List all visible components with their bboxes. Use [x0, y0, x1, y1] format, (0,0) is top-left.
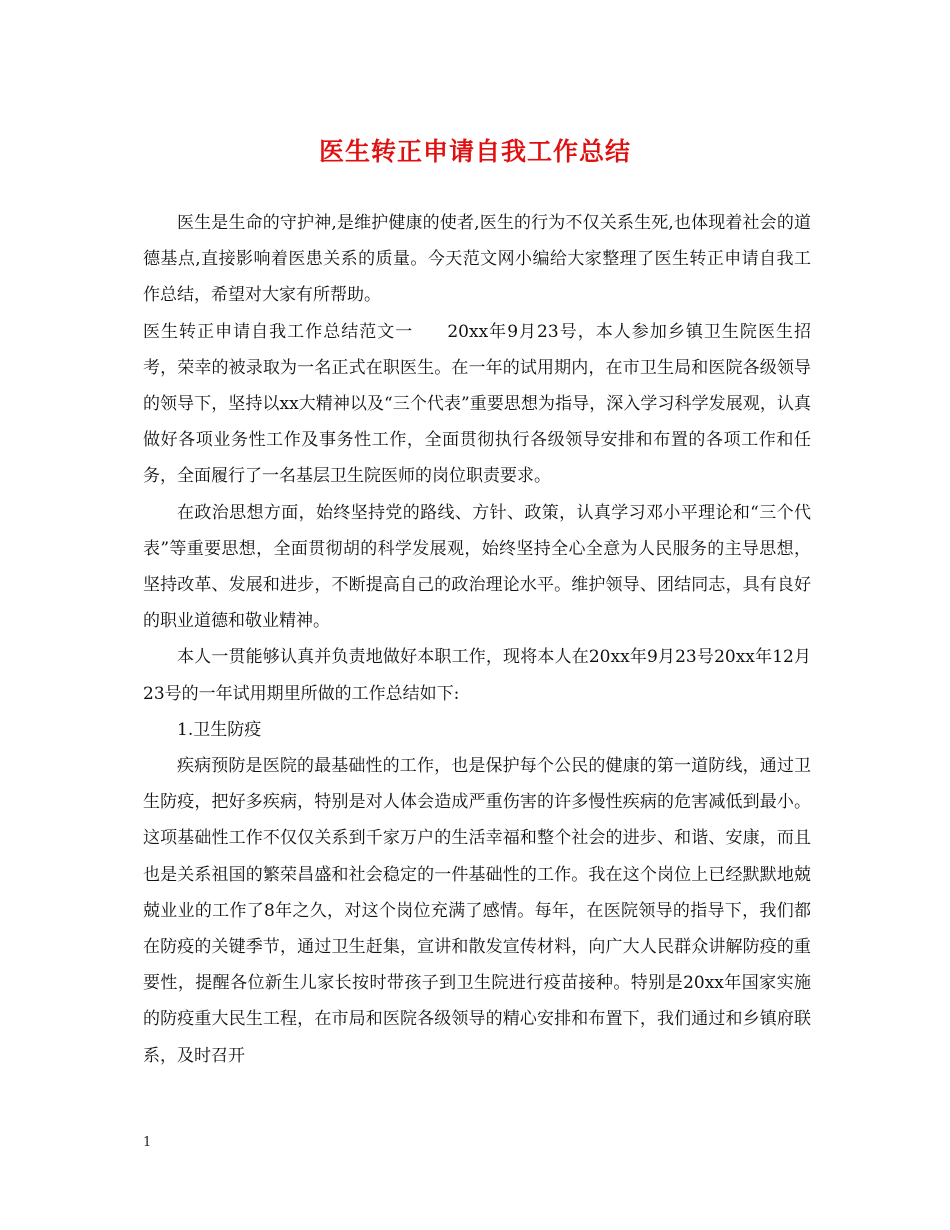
- page-number: 1: [143, 1135, 152, 1150]
- intro-paragraph: 医生是生命的守护神,是维护健康的使者,医生的行为不仅关系生死,也体现着社会的道德基点,直接影响着医患关系的质量。今天范文网小编给大家整理了医生转正申请自我工作总结，希望对大家有所帮助。: [143, 213, 811, 306]
- paragraph-2: 在政治思想方面，始终坚持党的路线、方针、政策，认真学习邓小平理论和“三个代表”等重要思想，全面贯彻胡的科学发展观，始终坚持全心全意为人民服务的主导思想，坚持改革、发展和进步，不断提高自己的政治理论水平。维护领导、团结同志，具有良好的职业道德和敬业精神。: [143, 502, 811, 632]
- item-1-heading: 1.卫生防疫: [177, 719, 262, 740]
- paragraph-1: 20xx年9月23号，本人参加乡镇卫生院医生招考，荣幸的被录取为一名正式在职医生。在一年的试用期内，在市卫生局和医院各级领导的领导下，坚持以xx大精神以及“三个代表”重要思想为指导，深入学习科学发展观，认真做好各项业务性工作及事务性工作，全面贯彻执行各级领导安排和布置的各项工作和任务，全面履行了一名基层卫生院医师的岗位职责要求。: [143, 321, 811, 487]
- document-title: 医生转正申请自我工作总结: [318, 137, 631, 166]
- paragraph-4: 疾病预防是医院的最基础性的工作，也是保护每个公民的健康的第一道防线，通过卫生防疫，把好多疾病，特别是对人体会造成严重伤害的许多慢性疾病的危害减低到最小。这项基础性工作不仅仅关系到千家万户的生活幸福和整个社会的进步、和谐、安康，而且也是关系祖国的繁荣昌盛和社会稳定的一件基础性的工作。我在这个岗位上已经默默地兢兢业业的工作了8年之久，对这个岗位充满了感情。每年，在医院领导的指导下，我们都在防疫的关键季节，通过卫生赶集，宣讲和散发宣传材料，向广大人民群众讲解防疫的重要性，提醒各位新生儿家长按时带孩子到卫生院进行疫苗接种。特别是20xx年国家实施的防疫重大民生工程，在市局和医院各级领导的精心安排和布置下，我们通过和乡镇府联系，及时召开: [143, 756, 811, 1066]
- document-body: [143, 205, 811, 1074]
- section-heading: 医生转正申请自我工作总结范文一: [143, 321, 414, 342]
- section-paragraph: [143, 314, 811, 495]
- paragraph-3: 本人一贯能够认真并负责地做好本职工作，现将本人在20xx年9月23号20xx年12月23号的一年试用期里所做的工作总结如下:: [143, 647, 811, 704]
